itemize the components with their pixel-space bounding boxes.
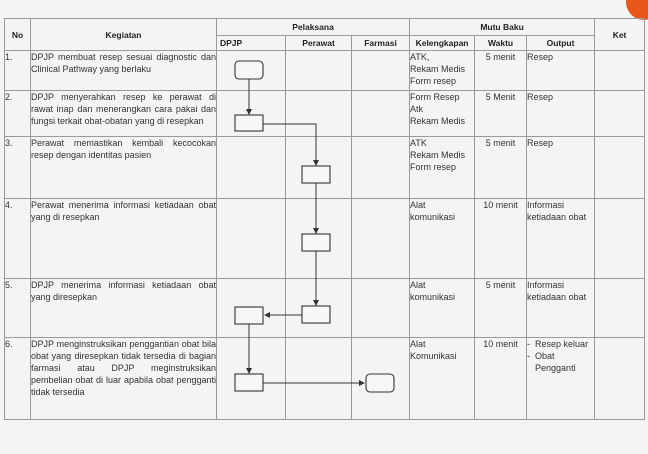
waktu-cell: 10 menit: [475, 338, 527, 420]
kelengkapan-item: ATK: [410, 138, 427, 148]
kelengkapan-item: komunikasi: [410, 212, 456, 222]
output-cell: [527, 199, 595, 279]
lane-perawat: [286, 338, 352, 420]
lane-perawat: [286, 137, 352, 199]
kelengkapan-item: Atk: [410, 104, 424, 114]
lane-perawat: [286, 51, 352, 91]
header-mutu-baku: Mutu Baku: [410, 19, 595, 36]
row-number: 4.: [5, 199, 31, 279]
activity-text: DPJP menerima informasi ketiadaan obat yang diresepkan: [31, 279, 217, 338]
ket-cell: [595, 137, 645, 199]
table-row: [5, 279, 645, 338]
row-number: 5.: [5, 279, 31, 338]
header-no: No: [5, 19, 31, 51]
waktu-cell: 5 Menit: [475, 91, 527, 137]
lane-dpjp: [217, 279, 286, 338]
lane-dpjp: [217, 91, 286, 137]
lane-dpjp: [217, 338, 286, 420]
output-cell: [527, 91, 595, 137]
kelengkapan-item: ATK,: [410, 52, 430, 62]
waktu-cell: 5 menit: [475, 137, 527, 199]
table-row: [5, 137, 645, 199]
kelengkapan-item: Komunikasi: [410, 351, 457, 361]
activity-text: DPJP membuat resep sesuai diagnostic dan Clinical Pathway yang berlaku: [31, 51, 217, 91]
kelengkapan-cell: [410, 137, 475, 199]
header-output: Output: [527, 36, 595, 51]
kelengkapan-item: Rekam Medis: [410, 64, 466, 74]
ket-cell: [595, 199, 645, 279]
activity-text: DPJP menyerahkan resep ke perawat di rawat inap dan menerangkan cara pakai dan fungsi terkait obat-obatan yang di resepkan: [31, 91, 217, 137]
kelengkapan-item: Rekam Medis: [410, 116, 466, 126]
lane-farmasi: [352, 279, 410, 338]
kelengkapan-item: Alat: [410, 339, 426, 349]
ket-cell: [595, 51, 645, 91]
output-cell: [527, 279, 595, 338]
output-list-item: - Resep keluar: [527, 338, 594, 350]
lane-dpjp: [217, 199, 286, 279]
waktu-cell: 10 menit: [475, 199, 527, 279]
row-number: 6.: [5, 338, 31, 420]
kelengkapan-cell: [410, 91, 475, 137]
kelengkapan-item: Form Resep: [410, 92, 460, 102]
kelengkapan-item: Alat: [410, 200, 426, 210]
header-row-top: [5, 19, 645, 36]
output-item: ketiadaan obat: [527, 212, 587, 222]
waktu-cell: 5 menit: [475, 51, 527, 91]
header-ket: Ket: [595, 19, 645, 51]
header-perawat: Perawat: [286, 36, 352, 51]
output-list: [527, 338, 594, 374]
kelengkapan-cell: [410, 279, 475, 338]
header-farmasi: Farmasi: [352, 36, 410, 51]
output-item: Resep: [527, 138, 554, 148]
lane-perawat: [286, 199, 352, 279]
lane-farmasi: [352, 199, 410, 279]
table-row: [5, 91, 645, 137]
output-item: Informasi: [527, 280, 565, 290]
output-cell: [527, 338, 595, 420]
kelengkapan-item: Alat: [410, 280, 426, 290]
header-waktu: Waktu: [475, 36, 527, 51]
lane-perawat: [286, 91, 352, 137]
kelengkapan-cell: [410, 51, 475, 91]
kelengkapan-cell: [410, 199, 475, 279]
kelengkapan-item: Form resep: [410, 162, 457, 172]
output-item: Resep: [527, 92, 554, 102]
output-item: Resep: [527, 52, 554, 62]
lane-dpjp: [217, 51, 286, 91]
kelengkapan-item: Form resep: [410, 76, 457, 86]
lane-perawat: [286, 279, 352, 338]
activity-text: DPJP menginstruksikan penggantian obat bila obat yang diresepkan tidak tersedia di bagian farmasi atau DPJP meginstruksikan pembelian obat di luar apabila obat pengganti tidak tersedia: [31, 338, 217, 420]
ket-cell: [595, 91, 645, 137]
lane-farmasi: [352, 51, 410, 91]
lane-dpjp: [217, 137, 286, 199]
output-item: Informasi: [527, 200, 565, 210]
header-kelengkapan: Kelengkapan: [410, 36, 475, 51]
header-dpjp: DPJP: [217, 36, 286, 51]
lane-farmasi: [352, 91, 410, 137]
row-number: 3.: [5, 137, 31, 199]
output-cell: [527, 137, 595, 199]
activity-text: Perawat menerima informasi ketiadaan obat yang di resepkan: [31, 199, 217, 279]
kelengkapan-item: komunikasi: [410, 292, 456, 302]
row-number: 1.: [5, 51, 31, 91]
output-item: ketiadaan obat: [527, 292, 587, 302]
row-number: 2.: [5, 91, 31, 137]
kelengkapan-cell: [410, 338, 475, 420]
activity-text: Perawat memastikan kembali kecocokan resep dengan identitas pasien: [31, 137, 217, 199]
orange-corner-decoration: [626, 0, 648, 20]
output-list-item: - Obat Pengganti: [527, 350, 594, 374]
header-pelaksana: Pelaksana: [217, 19, 410, 36]
sop-table: [4, 18, 645, 420]
header-kegiatan: Kegiatan: [31, 19, 217, 51]
kelengkapan-item: Rekam Medis: [410, 150, 466, 160]
table-row: [5, 338, 645, 420]
table-row: [5, 51, 645, 91]
waktu-cell: 5 menit: [475, 279, 527, 338]
output-cell: [527, 51, 595, 91]
lane-farmasi: [352, 338, 410, 420]
ket-cell: [595, 338, 645, 420]
lane-farmasi: [352, 137, 410, 199]
table-row: [5, 199, 645, 279]
ket-cell: [595, 279, 645, 338]
